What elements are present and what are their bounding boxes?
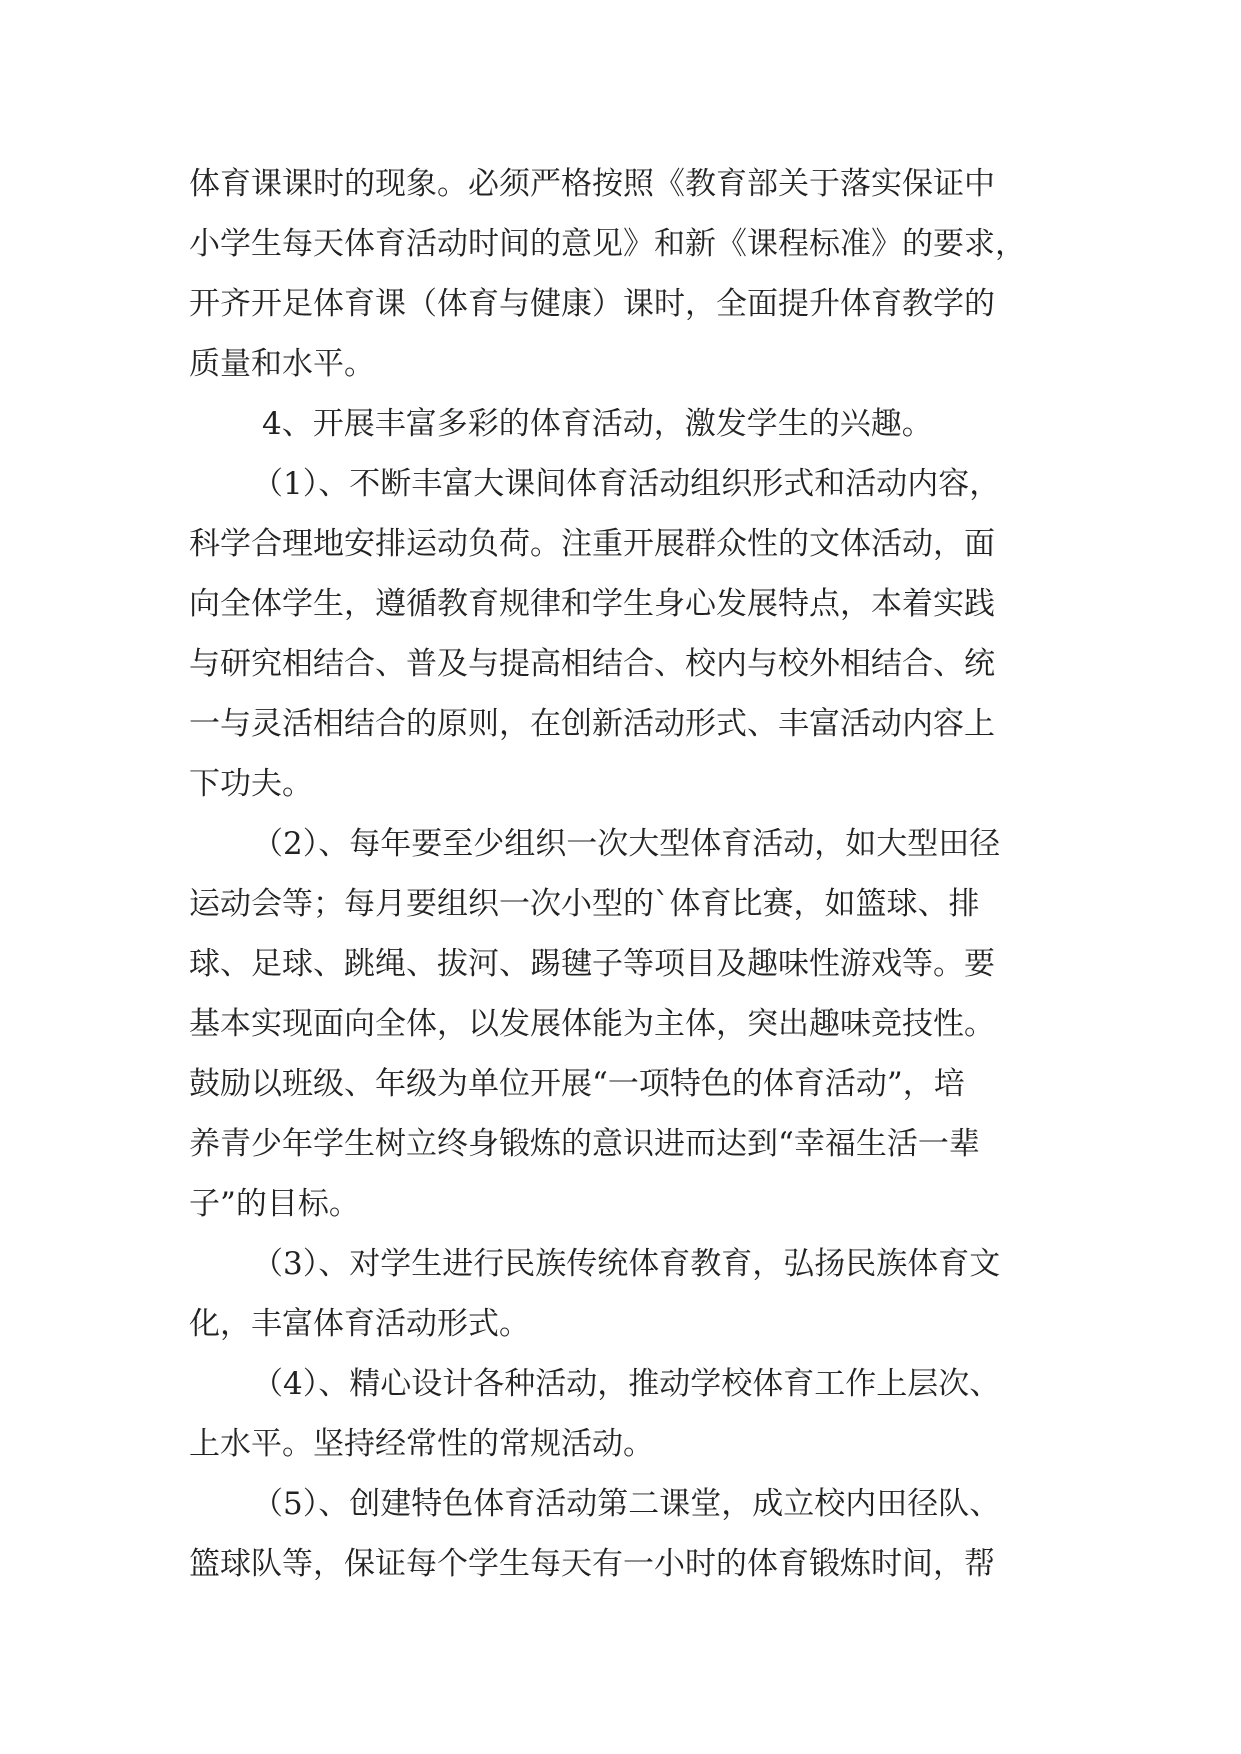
- text-line: 球、足球、跳绳、拔河、踢毽子等项目及趣味性游戏等。要: [189, 946, 995, 982]
- text-line: （2）、每年要至少组织一次大型体育活动，如大型田径: [252, 826, 1001, 862]
- text-line: 养青少年学生树立终身锻炼的意识进而达到“幸福生活一辈: [189, 1126, 980, 1162]
- text-line: 运动会等；每月要组织一次小型的`体育比赛，如篮球、排: [189, 886, 980, 922]
- text-line: 小学生每天体育活动时间的意见》和新《课程标准》的要求，: [189, 226, 1026, 262]
- text-line: 下功夫。: [189, 766, 313, 802]
- text-line: 鼓励以班级、年级为单位开展“一项特色的体育活动”，培: [189, 1066, 965, 1102]
- text-line: 篮球队等，保证每个学生每天有一小时的体育锻炼时间，帮: [189, 1546, 995, 1582]
- text-line: 与研究相结合、普及与提高相结合、校内与校外相结合、统: [189, 646, 995, 682]
- text-line: （3）、对学生进行民族传统体育教育，弘扬民族体育文: [252, 1246, 1001, 1282]
- text-line: 化，丰富体育活动形式。: [189, 1306, 530, 1342]
- text-line: （5）、创建特色体育活动第二课堂，成立校内田径队、: [252, 1486, 1001, 1522]
- text-line: 基本实现面向全体，以发展体能为主体，突出趣味竞技性。: [189, 1006, 995, 1042]
- text-line: 向全体学生，遵循教育规律和学生身心发展特点，本着实践: [189, 586, 995, 622]
- text-line: 体育课课时的现象。必须严格按照《教育部关于落实保证中: [189, 166, 995, 202]
- text-line: 开齐开足体育课（体育与健康）课时，全面提升体育教学的: [189, 286, 995, 322]
- text-line: 4、开展丰富多彩的体育活动，激发学生的兴趣。: [262, 406, 933, 442]
- text-line: 质量和水平。: [189, 346, 375, 382]
- text-line: 子”的目标。: [189, 1186, 360, 1222]
- text-line: 一与灵活相结合的原则，在创新活动形式、丰富活动内容上: [189, 706, 995, 742]
- text-line: 上水平。坚持经常性的常规活动。: [189, 1426, 654, 1462]
- text-line: 科学合理地安排运动负荷。注重开展群众性的文体活动，面: [189, 526, 995, 562]
- text-line: （1）、不断丰富大课间体育活动组织形式和活动内容，: [252, 466, 1001, 502]
- text-line: （4）、精心设计各种活动，推动学校体育工作上层次、: [252, 1366, 1001, 1402]
